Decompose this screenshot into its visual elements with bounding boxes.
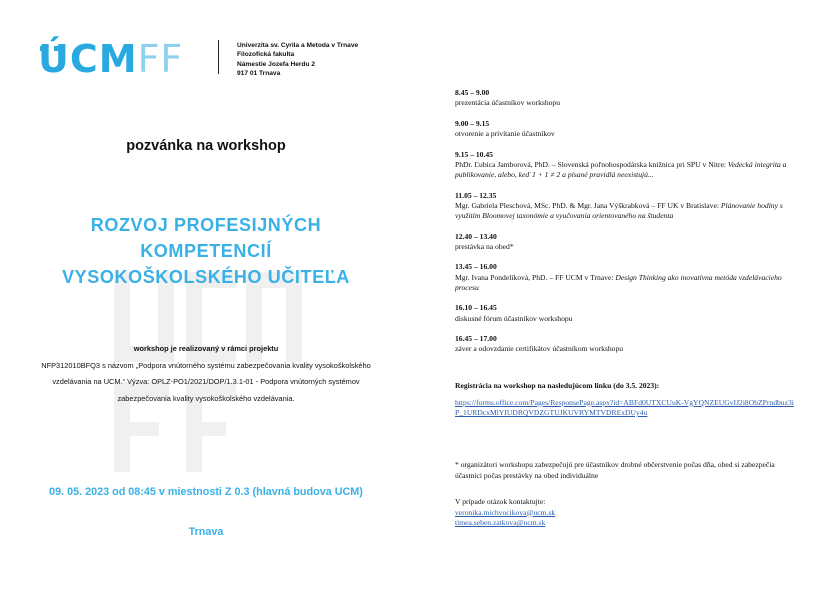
agenda-text: Mgr. Gabriela Pleschová, MSc. PhD. & Mgr. Jana Výškrabková – FF UK v Bratislave: xyxy=(455,200,721,210)
agenda-item xyxy=(455,303,795,323)
address-line: 917 01 Trnava xyxy=(237,69,281,77)
agenda-topic: Plánovanie hodiny s využitím Bloomovej taxonómie a vyučovania orientovaného na študenta xyxy=(455,200,783,220)
contact-info xyxy=(455,497,795,529)
contact-label: V prípade otázok kontaktujte: xyxy=(455,497,546,506)
agenda-item xyxy=(455,262,795,293)
logo-main: ÚCM xyxy=(38,37,138,81)
ucm-ff-logo xyxy=(38,37,184,81)
contact-email-link[interactable]: timea.seben.zatkova@ucm.sk xyxy=(455,518,546,527)
catering-note: * organizátori workshopu zabezpečujú pre účastníkov drobné občerstvenie počas dňa, obed si zabezpečia účastníci počas prestávky na obed individuálne xyxy=(455,460,775,480)
project-intro: workshop je realizovaný v rámci projektu xyxy=(133,344,279,353)
agenda-time: 9.15 – 10.45 xyxy=(455,149,493,159)
agenda-time: 16.10 – 16.45 xyxy=(455,303,497,313)
workshop-title xyxy=(0,212,412,290)
agenda-text: záver a odovzdanie certifikátov účastníkom workshopu xyxy=(455,344,624,354)
agenda-time: 13.45 – 16.00 xyxy=(455,262,497,272)
agenda-topic: Vedecká integrita a publikovanie, alebo, keď 1 + 1 ≠ 2 a písané pravidlá neexistujú... xyxy=(455,159,787,179)
agenda-item xyxy=(455,119,795,139)
registration-label: Registrácia na workshop na nasledujúcom linku (do 3.5. 2023): xyxy=(455,381,660,390)
agenda-time: 11.05 – 12.35 xyxy=(455,190,497,200)
agenda-text: diskusné fórum účastníkov workshopu xyxy=(455,313,573,323)
agenda-text: PhDr. Ľubica Jamborová, PhD. – Slovenská poľnohospodárska knižnica pri SPU v Nitre: xyxy=(455,159,728,169)
agenda-text: prezentácia účastníkov workshopu xyxy=(455,98,561,108)
agenda-text: otvorenie a privítanie účastníkov xyxy=(455,129,555,138)
title-line: ROZVOJ PROFESIJNÝCH xyxy=(90,215,322,235)
project-info xyxy=(40,341,372,407)
invitation-heading: pozvánka na workshop xyxy=(126,138,286,154)
agenda xyxy=(455,88,795,365)
event-date-location: 09. 05. 2023 od 08:45 v miestnosti Z 0.3 (hlavná budova UCM) xyxy=(49,486,363,498)
registration xyxy=(455,381,795,419)
agenda-item xyxy=(455,150,795,181)
agenda-time: 16.45 – 17.00 xyxy=(455,334,497,344)
address-line: Univerzita sv. Cyrila a Metoda v Trnave xyxy=(237,42,359,49)
logo-sub: FF xyxy=(137,37,184,81)
contact-email-link[interactable]: veronika.michvocikova@ucm.sk xyxy=(455,507,556,517)
agenda-item xyxy=(455,232,795,252)
title-line: VYSOKOŠKOLSKÉHO UČITEĽA xyxy=(62,267,350,287)
agenda-item xyxy=(455,88,795,108)
agenda-time: 8.45 – 9.00 xyxy=(455,88,490,97)
address-line: Filozofická fakulta xyxy=(237,51,295,59)
address-line: Námestie Jozefa Herdu 2 xyxy=(237,60,316,68)
agenda-time: 9.00 – 9.15 xyxy=(455,118,490,128)
header-divider xyxy=(218,40,219,74)
agenda-item xyxy=(455,191,795,222)
agenda-text: Mgr. Ivana Pondelíková, PhD. – FF UCM v Trnave: xyxy=(455,272,616,282)
agenda-item xyxy=(455,334,795,354)
project-text: NFP312010BFQ3 s názvom „Podpora vnútorného systému zabezpečovania kvality vysokoškolského vzdelávania na UCM.“ Výzva: OPLZ-PO1/2021/DOP/1.3.1-01 - Podpora vnútorných systémov zabezpečovania kvality vysokoškolského vzdelávania. xyxy=(41,360,371,403)
agenda-time: 12.40 – 13.40 xyxy=(455,231,497,241)
title-line: KOMPETENCIÍ xyxy=(140,241,272,261)
university-address xyxy=(237,41,358,78)
event-city: Trnava xyxy=(188,526,224,538)
registration-link[interactable]: https://forms.office.com/Pages/ResponsePage.aspx?id=ABFd0UTXCUuK-VgYQNZEUGvIJ2i8ObZPrndbuz3iP_1URDcxMlYIUDRQVDZGTUJKUVRYMTVDRExDUy4u xyxy=(455,397,794,417)
agenda-topic: Design Thinking ako inovatívna metóda vzdelávacieho procesu xyxy=(455,272,782,292)
agenda-text: prestávka na obed* xyxy=(455,241,514,251)
